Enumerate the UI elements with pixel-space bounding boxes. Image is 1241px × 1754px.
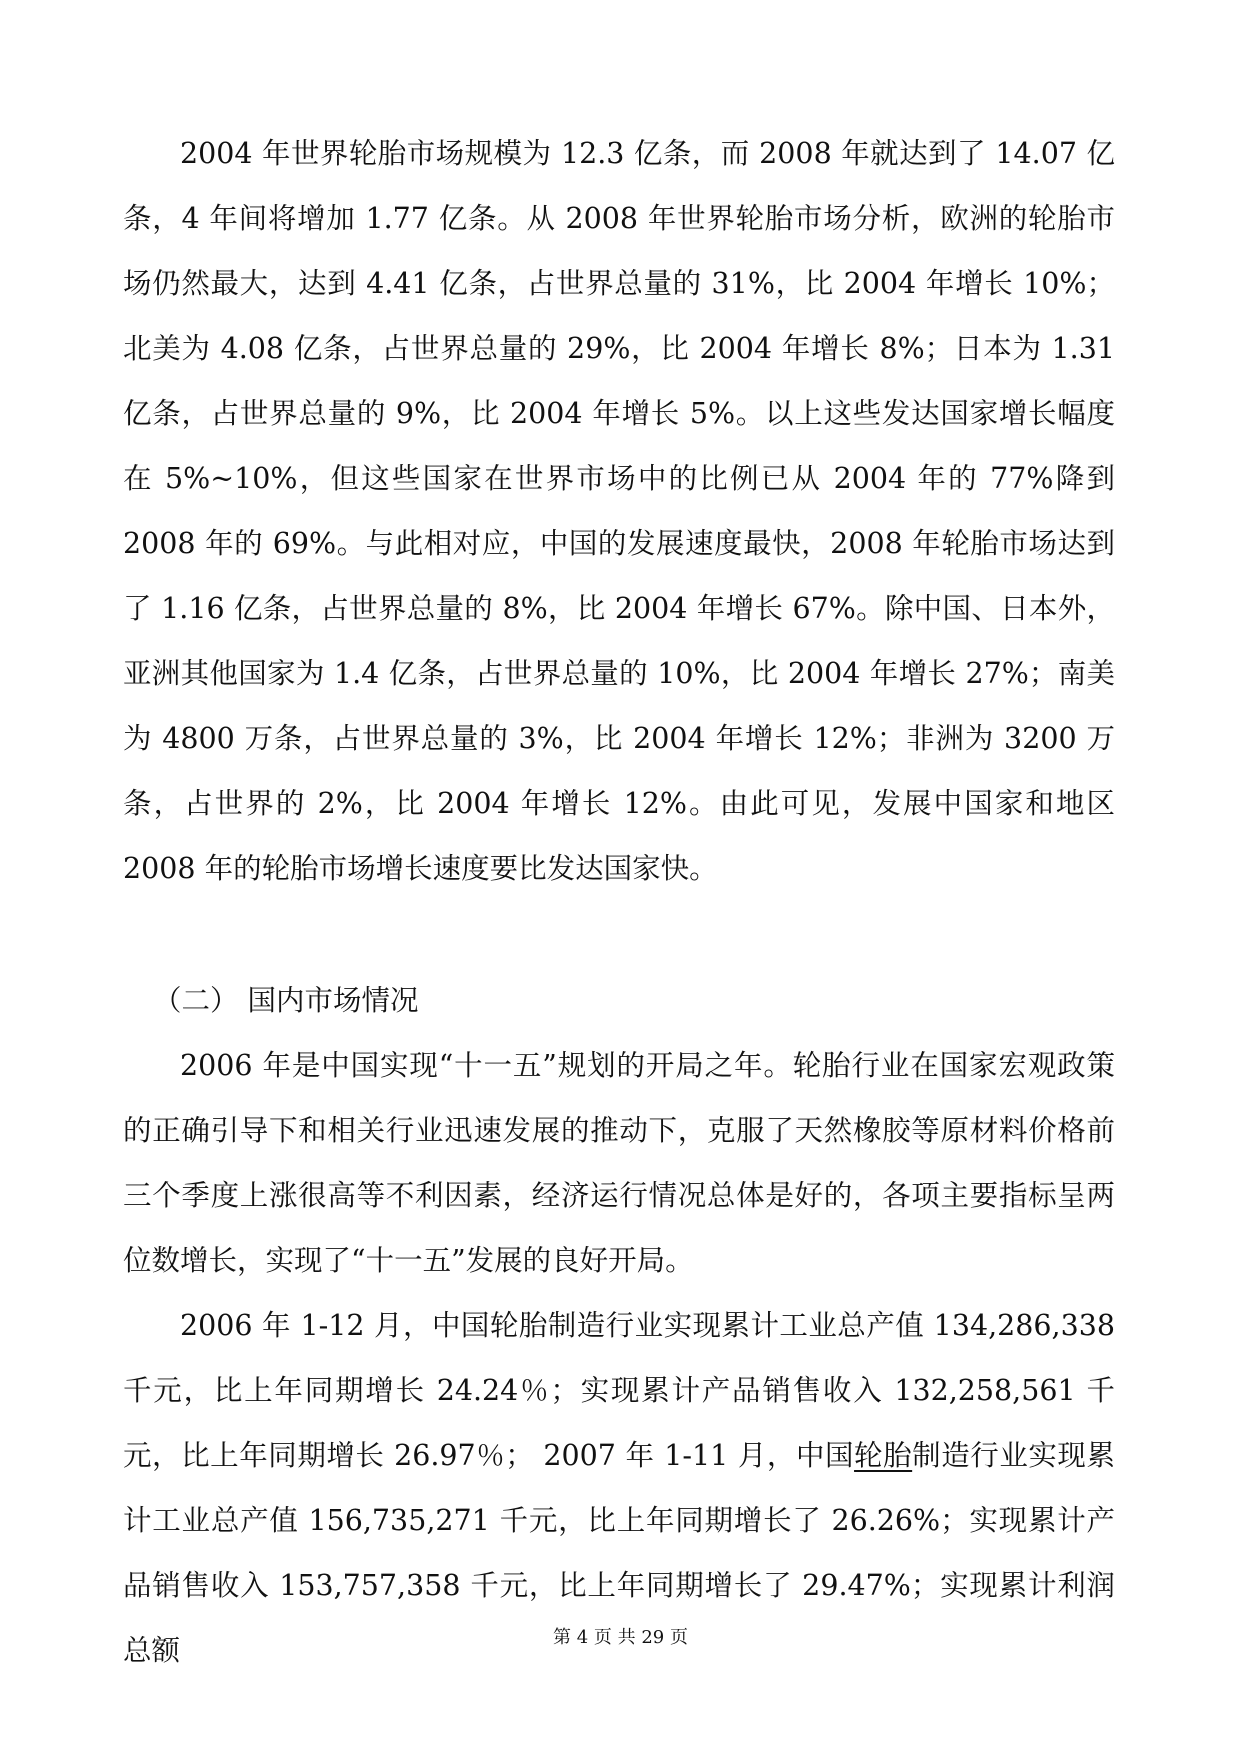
body-text-block-2	[123, 1033, 1115, 1683]
underlined-link-text[interactable]: 轮胎	[854, 1439, 913, 1472]
paragraph-3-before: 2006 年 1-12 月，中国轮胎制造行业实现累计工业总产值 134,286,338 千元，比上年同期增长 24.24％；实现累计产品销售收入 132,258,561 千元，比上年同期增长 26.97％； 2007 年 1-11 月，中国	[123, 1309, 1115, 1472]
page-footer: 第 4 页 共 29 页	[553, 1627, 688, 1648]
paragraph-domestic-overview: 2006 年是中国实现“十一五”规划的开局之年。轮胎行业在国家宏观政策的正确引导下和相关行业迅速发展的推动下，克服了天然橡胶等原材料价格前三个季度上涨很高等不利因素，经济运行情况总体是好的，各项主要指标呈两位数增长，实现了“十一五”发展的良好开局。	[123, 1049, 1115, 1277]
body-text-block-1	[123, 121, 1115, 901]
section-heading: （二） 国内市场情况	[153, 984, 419, 1017]
paragraph-3-after: 制造行业实现累计工业总产值 156,735,271 千元，比上年同期增长了 26.26%；实现累计产品销售收入 153,757,358 千元，比上年同期增长了 29.47%；实现累计利润总额	[123, 1439, 1115, 1667]
paragraph-domestic-figures	[123, 1293, 1115, 1683]
paragraph-world-market: 2004 年世界轮胎市场规模为 12.3 亿条，而 2008 年就达到了 14.07 亿条，4 年间将增加 1.77 亿条。从 2008 年世界轮胎市场分析，欧洲的轮胎市场仍然最大，达到 4.41 亿条，占世界总量的 31%，比 2004 年增长 10%；北美为 4.08 亿条，占世界总量的 29%，比 2004 年增长 8%；日本为 1.31 亿条，占世界总量的 9%，比 2004 年增长 5%。以上这些发达国家增长幅度在 5%~10%，但这些国家在世界市场中的比例已从 2004 年的 77%降到 2008 年的 69%。与此相对应，中国的发展速度最快，2008 年轮胎市场达到了 1.16 亿条，占世界总量的 8%，比 2004 年增长 67%。除中国、日本外，亚洲其他国家为 1.4 亿条，占世界总量的 10%，比 2004 年增长 27%；南美为 4800 万条，占世界总量的 3%，比 2004 年增长 12%；非洲为 3200 万条，占世界的 2%，比 2004 年增长 12%。由此可见，发展中国家和地区 2008 年的轮胎市场增长速度要比发达国家快。	[123, 137, 1115, 885]
